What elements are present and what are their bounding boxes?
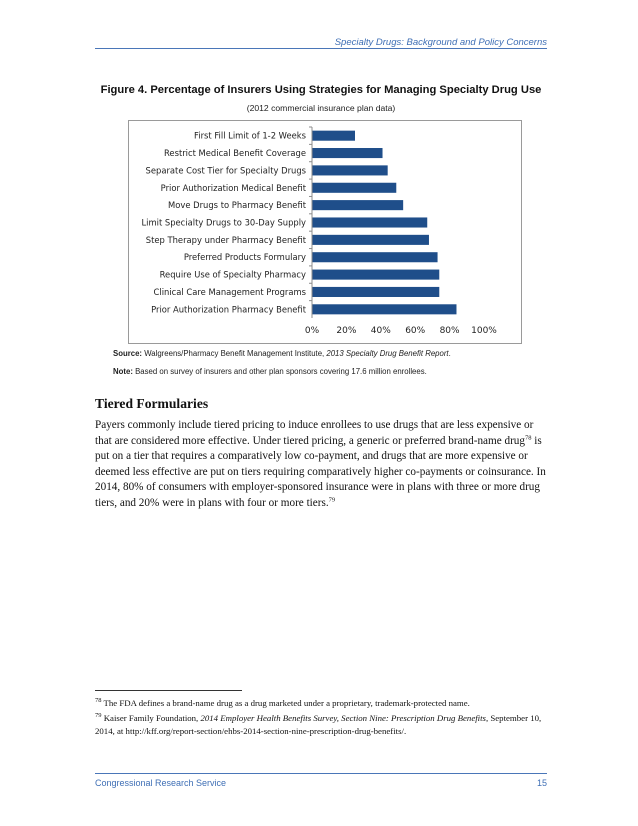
figure-subtitle: (2012 commercial insurance plan data) xyxy=(246,103,396,113)
figure-source xyxy=(113,349,451,358)
source-end: . xyxy=(448,349,451,358)
x-tick-label: 80% xyxy=(439,326,460,336)
section-heading: Tiered Formularies xyxy=(95,396,209,411)
bar xyxy=(313,217,428,227)
page-number: 15 xyxy=(536,778,547,788)
category-label: Step Therapy under Pharmacy Benefit xyxy=(145,234,306,245)
category-label: Separate Cost Tier for Specialty Drugs xyxy=(145,165,306,176)
bar xyxy=(313,252,438,262)
footnote-78-text: The FDA defines a brand-name drug as a drug marketed under a proprietary, trademark-protected name. xyxy=(101,698,470,708)
page-footer xyxy=(95,773,547,790)
source-text: Walgreens/Pharmacy Benefit Management Institute, xyxy=(144,349,325,358)
footnote-79-pre: Kaiser Family Foundation, xyxy=(101,713,201,723)
figure-title: Figure 4. Percentage of Insurers Using Strategies for Managing Specialty Drug Use xyxy=(100,84,542,96)
bar xyxy=(313,304,457,314)
bar xyxy=(313,235,429,245)
bar-chart xyxy=(128,120,522,344)
bar xyxy=(313,183,397,193)
paragraph-part-1: Payers commonly include tiered pricing to induce enrollees to use drugs that are less expensive or that are considered more effective. Under tiered pricing, a generic or preferred brand-name drug xyxy=(95,419,534,447)
footnote-79 xyxy=(95,712,547,738)
bar xyxy=(313,131,356,141)
category-label: Clinical Care Management Programs xyxy=(153,286,306,297)
category-label: Prior Authorization Medical Benefit xyxy=(160,182,306,193)
body-paragraph xyxy=(95,418,547,512)
bar xyxy=(313,287,440,297)
footer-org: Congressional Research Service xyxy=(95,778,227,788)
bar xyxy=(313,148,383,158)
footnote-ref-78[interactable]: 78 xyxy=(525,433,532,441)
footnote-divider xyxy=(95,690,242,691)
figure-note xyxy=(113,367,427,376)
note-text: Based on survey of insurers and other plan sponsors covering 17.6 million enrollees. xyxy=(135,367,427,376)
footnote-79-number: 79 xyxy=(95,712,102,720)
x-tick-label: 60% xyxy=(405,326,426,336)
category-label: Restrict Medical Benefit Coverage xyxy=(163,148,306,159)
category-label: Limit Specialty Drugs to 30-Day Supply xyxy=(141,217,306,228)
running-header xyxy=(95,32,547,49)
source-label: Source: xyxy=(113,349,143,358)
footnote-79-post[interactable]: , September 10, 2014, at http://kff.org/report-section/ehbs-2014-section-nine-prescription-drug-benefits/. xyxy=(95,713,542,736)
footnote-78-number: 78 xyxy=(95,697,102,705)
footnote-ref-79[interactable]: 79 xyxy=(328,496,336,504)
x-tick-label: 40% xyxy=(370,326,391,336)
x-tick-label: 100% xyxy=(471,326,497,336)
paragraph-part-2: is put on a tier that requires a comparatively low co-payment, and drugs that are more expensive or deemed less effective are put on tiers requiring comparatively higher co-payments or coinsurance. In 2014, 80% of consumers with employer-sponsored insurance were in plans with three or more drug tiers, and 20% were in plans with four or more tiers. xyxy=(95,434,546,509)
category-label: Move Drugs to Pharmacy Benefit xyxy=(168,200,306,211)
footnote-79-title: 2014 Employer Health Benefits Survey, Section Nine: Prescription Drug Benefits xyxy=(200,713,486,723)
bar xyxy=(313,200,404,210)
category-label: Preferred Products Formulary xyxy=(183,252,306,263)
source-title: 2013 Specialty Drug Benefit Report xyxy=(326,349,449,358)
bar xyxy=(313,270,440,280)
x-tick-label: 20% xyxy=(336,326,357,336)
footnote-78 xyxy=(95,697,547,710)
chart-svg xyxy=(129,121,521,343)
category-label: Require Use of Specialty Pharmacy xyxy=(159,269,306,280)
bar xyxy=(313,165,388,175)
category-label: First Fill Limit of 1-2 Weeks xyxy=(194,130,306,141)
x-tick-label: 0% xyxy=(304,326,320,336)
category-label: Prior Authorization Pharmacy Benefit xyxy=(151,304,306,315)
note-label: Note: xyxy=(113,367,133,376)
running-header-title: Specialty Drugs: Background and Policy Concerns xyxy=(334,37,547,48)
